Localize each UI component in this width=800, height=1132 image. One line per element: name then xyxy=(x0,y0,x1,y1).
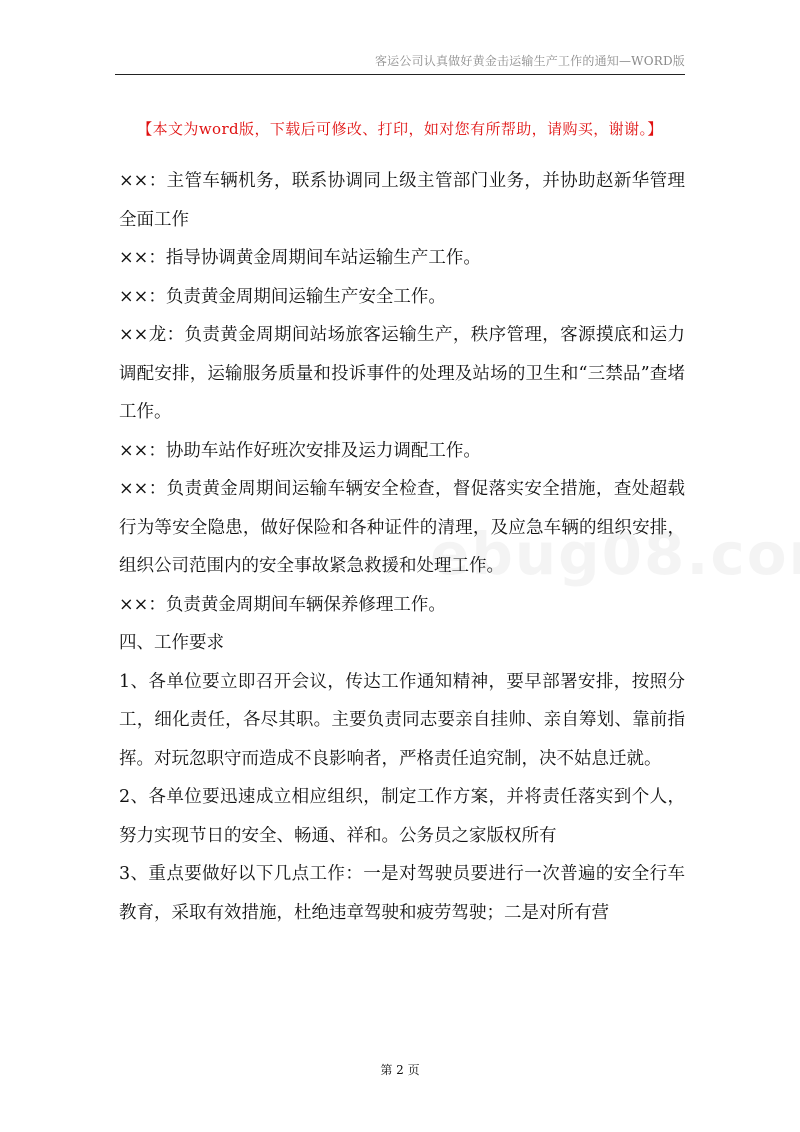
paragraph-vehicle-affairs: ××：主管车辆机务，联系协调同上级主管部门业务，并协助赵新华管理全面工作 xyxy=(119,171,685,230)
paragraph-vehicle-maintenance: ××：负责黄金周期间车辆保养修理工作。 xyxy=(119,594,446,615)
paragraph-vehicle-safety-inspection: ××：负责黄金周期间运输车辆安全检查，督促落实安全措施，查处超载行为等安全隐患，做好保险和各种证件的清理，及应急车辆的组织安排，组织公司范围内的安全事故紧急救援和处理工作。 xyxy=(119,479,685,576)
page-number: 第 2 页 xyxy=(380,1063,420,1077)
purchase-notice: 【本文为word版，下载后可修改、打印，如对您有所帮助，请购买，谢谢。】 xyxy=(137,120,663,138)
document-header-title: 客运公司认真做好黄金击运输生产工作的通知—WORD版 xyxy=(374,54,685,68)
section-heading-work-requirements: 四、工作要求 xyxy=(119,633,224,653)
document-body xyxy=(119,162,685,932)
header-divider xyxy=(115,74,685,75)
requirement-item-3: 3、重点要做好以下几点工作：一是对驾驶员要进行一次普遍的安全行车教育，采取有效措施，杜绝违章驾驶和疲劳驾驶；二是对所有营 xyxy=(119,864,685,923)
paragraph-station-passenger-transport: ××龙：负责黄金周期间站场旅客运输生产，秩序管理，客源摸底和运力调配安排，运输服务质量和投诉事件的处理及站场的卫生和“三禁品”查堵工作。 xyxy=(119,325,685,422)
requirement-item-1: 1、各单位要立即召开会议，传达工作通知精神，要早部署安排，按照分工，细化责任，各尽其职。主要负责同志要亲自挂帅、亲自筹划、靠前指挥。对玩忽职守而造成不良影响者，严格责任追究制，决不姑息迁就。 xyxy=(119,671,685,769)
paragraph-station-coordination: ××：指导协调黄金周期间车站运输生产工作。 xyxy=(119,248,481,268)
paragraph-schedule-assist: ××：协助车站作好班次安排及运力调配工作。 xyxy=(119,440,481,461)
paragraph-production-safety: ××：负责黄金周期间运输生产安全工作。 xyxy=(119,286,446,307)
requirement-item-2: 2、各单位要迅速成立相应组织，制定工作方案，并将责任落实到个人，努力实现节日的安全、畅通、祥和。公务员之家版权所有 xyxy=(119,787,685,846)
